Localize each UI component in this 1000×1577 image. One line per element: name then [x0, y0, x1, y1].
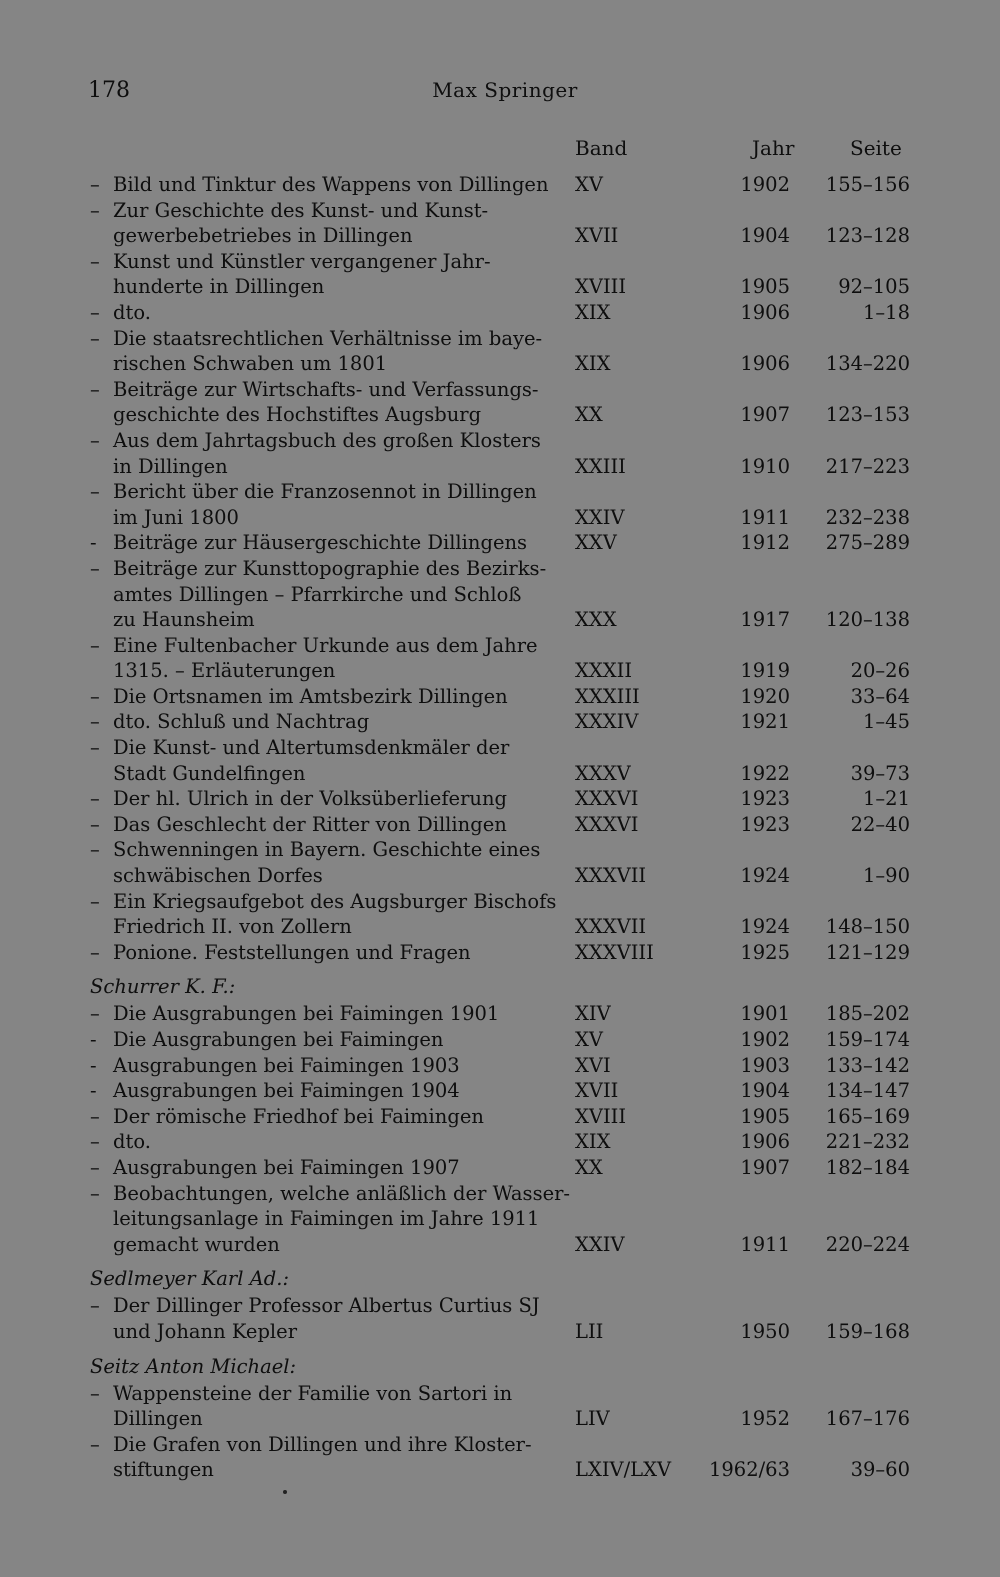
print-speck	[283, 1490, 287, 1494]
list-item	[0, 326, 1000, 352]
entry-pages: 217–223	[825, 454, 910, 478]
entry-title: Stadt Gundelfingen	[113, 761, 306, 785]
dash-marker: –	[90, 480, 100, 504]
dash-marker: –	[90, 1432, 100, 1456]
page-number: 178	[88, 78, 130, 103]
entry-year: 1906	[740, 352, 790, 376]
entry-band: XXIV	[575, 1232, 625, 1256]
entry-title: Ausgrabungen bei Faimingen 1907	[113, 1155, 460, 1179]
entry-title: Aus dem Jahrtagsbuch des großen Klosters	[113, 428, 541, 452]
entry-pages: 1–45	[863, 710, 910, 734]
entry-band: XXXVI	[575, 812, 639, 836]
list-item	[0, 1319, 1000, 1345]
entry-title: Wappensteine der Familie von Sartori in	[113, 1381, 513, 1405]
list-item	[0, 377, 1000, 403]
entry-title: Friedrich II. von Zollern	[113, 915, 352, 939]
entry-year: 1924	[740, 864, 790, 888]
list-item	[0, 658, 1000, 684]
dash-marker: –	[90, 300, 100, 324]
entry-year: 1923	[740, 787, 790, 811]
dash-marker: –	[90, 787, 100, 811]
entry-title: Die Ortsnamen im Amtsbezirk Dillingen	[113, 684, 508, 708]
dash-marker: –	[90, 249, 100, 273]
dash-marker: –	[90, 812, 100, 836]
list-item	[0, 761, 1000, 787]
list-item	[0, 837, 1000, 863]
list-item	[0, 505, 1000, 531]
entry-band: XVII	[575, 1079, 619, 1103]
entry-year: 1901	[740, 1002, 790, 1026]
entry-pages: 134–220	[825, 352, 910, 376]
entry-year: 1925	[740, 940, 790, 964]
entry-band: XXIII	[575, 454, 626, 478]
entry-pages: 1–21	[863, 787, 910, 811]
entry-band: LII	[575, 1319, 604, 1343]
entry-year: 1923	[740, 812, 790, 836]
dash-marker: -	[90, 1053, 97, 1077]
entry-title: Die staatsrechtlichen Verhältnisse im baye-	[113, 326, 543, 350]
entry-pages: 220–224	[825, 1232, 910, 1256]
entry-year: 1962/63	[708, 1458, 790, 1482]
entry-pages: 121–129	[825, 940, 910, 964]
list-item	[0, 223, 1000, 249]
entry-pages: 185–202	[825, 1002, 910, 1026]
entry-pages: 134–147	[825, 1079, 910, 1103]
entry-pages: 20–26	[850, 659, 910, 683]
entry-title: zu Haunsheim	[113, 608, 255, 632]
entry-pages: 92–105	[838, 275, 910, 299]
entry-band: XX	[575, 1155, 603, 1179]
list-item	[0, 940, 1000, 966]
dash-marker: –	[90, 377, 100, 401]
entry-band: LXIV/LXV	[575, 1458, 672, 1482]
entry-year: 1950	[740, 1319, 790, 1343]
entry-pages: 123–128	[825, 224, 910, 248]
list-item	[0, 530, 1000, 556]
list-item	[0, 633, 1000, 659]
list-item	[0, 1053, 1000, 1079]
entry-year: 1902	[740, 1028, 790, 1051]
list-item	[0, 889, 1000, 915]
entry-year: 1907	[740, 403, 790, 427]
entry-band: XXIV	[575, 505, 625, 529]
entry-band: XXXVII	[575, 915, 647, 939]
entry-band: XVI	[575, 1053, 611, 1077]
entry-band: XV	[575, 1028, 603, 1051]
dash-marker: –	[90, 684, 100, 708]
list-item	[0, 1001, 1000, 1027]
dash-marker: –	[90, 1002, 100, 1026]
entry-band: XV	[575, 173, 603, 196]
entry-title: Eine Fultenbacher Urkunde aus dem Jahre	[113, 633, 538, 657]
dash-marker: –	[90, 889, 100, 913]
entry-pages: 167–176	[825, 1407, 910, 1431]
entry-pages: 155–156	[825, 173, 910, 196]
dash-marker: -	[90, 531, 97, 555]
entry-band: XXV	[575, 531, 617, 555]
dash-marker: –	[90, 1155, 100, 1179]
entry-title: Der Dillinger Professor Albertus Curtius SJ	[113, 1294, 540, 1318]
author-heading	[0, 973, 1000, 1001]
page-header	[0, 78, 1000, 108]
entry-pages: 221–232	[825, 1130, 910, 1154]
bibliography-list	[0, 172, 1000, 1483]
entry-title: Schwenningen in Bayern. Geschichte eines	[113, 838, 541, 862]
entry-band: XXXVIII	[575, 940, 654, 964]
running-title: Max Springer	[432, 78, 578, 102]
dash-marker: –	[90, 1104, 100, 1128]
entry-pages: 120–138	[825, 608, 910, 632]
dash-marker: –	[90, 428, 100, 452]
dash-marker: -	[90, 1028, 97, 1051]
entry-title: Der hl. Ulrich in der Volksüberlieferung	[113, 787, 508, 811]
entry-title: Das Geschlecht der Ritter von Dillingen	[113, 812, 507, 836]
list-item	[0, 1181, 1000, 1207]
entry-year: 1911	[740, 505, 790, 529]
dash-marker: –	[90, 1181, 100, 1205]
list-item	[0, 1104, 1000, 1130]
list-item	[0, 863, 1000, 889]
list-item	[0, 1293, 1000, 1319]
dash-marker: –	[90, 1381, 100, 1405]
author-heading	[0, 1353, 1000, 1381]
dash-marker: –	[90, 173, 100, 196]
list-item	[0, 1381, 1000, 1407]
entry-year: 1906	[740, 1130, 790, 1154]
entry-title: Zur Geschichte des Kunst- und Kunst-	[113, 198, 489, 222]
entry-title: Beobachtungen, welche anläßlich der Wasser-	[113, 1181, 571, 1205]
entry-band: XXXVI	[575, 787, 639, 811]
list-item	[0, 249, 1000, 275]
entry-year: 1904	[740, 1079, 790, 1103]
entry-pages: 165–169	[825, 1104, 910, 1128]
author-heading	[0, 1265, 1000, 1293]
entry-band: XIX	[575, 352, 611, 376]
entry-year: 1922	[740, 761, 790, 785]
entry-year: 1905	[740, 1104, 790, 1128]
entry-title: und Johann Kepler	[113, 1319, 298, 1343]
list-item	[0, 1432, 1000, 1458]
list-item	[0, 1232, 1000, 1258]
entry-title: dto.	[113, 1130, 151, 1154]
list-item	[0, 274, 1000, 300]
entry-title: leitungsanlage in Faimingen im Jahre 1911	[113, 1207, 540, 1231]
entry-band: XVIII	[575, 1104, 627, 1128]
entry-year: 1911	[740, 1232, 790, 1256]
entry-title: Beiträge zur Kunsttopographie des Bezirks-	[113, 556, 547, 580]
entry-band: XXX	[575, 608, 617, 632]
entry-pages: 182–184	[825, 1155, 910, 1179]
dash-marker: -	[90, 1079, 97, 1103]
entry-pages: 159–168	[825, 1319, 910, 1343]
entry-pages: 1–90	[863, 864, 910, 888]
entry-title: dto.	[113, 300, 151, 324]
list-item	[0, 684, 1000, 710]
entry-band: XVIII	[575, 275, 627, 299]
entry-pages: 232–238	[825, 505, 910, 529]
entry-title: Dillingen	[113, 1407, 203, 1431]
entry-title: hunderte in Dillingen	[113, 275, 325, 299]
entry-pages: 159–174	[825, 1028, 910, 1051]
entry-band: XXXIV	[575, 710, 639, 734]
author-name: Schurrer K. F.:	[90, 975, 236, 999]
dash-marker: –	[90, 1130, 100, 1154]
list-item	[0, 786, 1000, 812]
entry-title: amtes Dillingen – Pfarrkirche und Schloß	[113, 582, 522, 606]
entry-year: 1907	[740, 1155, 790, 1179]
list-item	[0, 1206, 1000, 1232]
entry-title: Ein Kriegsaufgebot des Augsburger Bischofs	[113, 889, 557, 913]
list-item	[0, 1457, 1000, 1483]
entry-band: XXXVII	[575, 864, 647, 888]
list-item	[0, 198, 1000, 224]
entry-year: 1904	[740, 224, 790, 248]
entry-pages: 148–150	[825, 915, 910, 939]
list-item	[0, 428, 1000, 454]
list-item	[0, 914, 1000, 940]
entry-title: in Dillingen	[113, 454, 228, 478]
list-item	[0, 607, 1000, 633]
list-item	[0, 1078, 1000, 1104]
entry-band: XXXII	[575, 659, 633, 683]
entry-year: 1903	[740, 1053, 790, 1077]
list-item	[0, 454, 1000, 480]
entry-band: XXXV	[575, 761, 631, 785]
entry-band: LIV	[575, 1407, 610, 1431]
entry-band: XX	[575, 403, 603, 427]
list-item	[0, 1129, 1000, 1155]
list-item	[0, 351, 1000, 377]
entry-band: XIX	[575, 300, 611, 324]
entry-year: 1917	[740, 608, 790, 632]
entry-year: 1952	[740, 1407, 790, 1431]
dash-marker: –	[90, 1294, 100, 1318]
list-item	[0, 582, 1000, 608]
entry-title: Ausgrabungen bei Faimingen 1903	[113, 1053, 460, 1077]
entry-title: Ausgrabungen bei Faimingen 1904	[113, 1079, 460, 1103]
entry-year: 1924	[740, 915, 790, 939]
entry-title: rischen Schwaben um 1801	[113, 352, 388, 376]
entry-year: 1905	[740, 275, 790, 299]
entry-title: Der römische Friedhof bei Faimingen	[113, 1104, 484, 1128]
entry-year: 1912	[740, 531, 790, 555]
list-item	[0, 1406, 1000, 1432]
author-name: Seitz Anton Michael:	[90, 1354, 297, 1378]
entry-pages: 22–40	[850, 812, 910, 836]
entry-pages: 133–142	[825, 1053, 910, 1077]
list-item	[0, 479, 1000, 505]
entry-title: stiftungen	[113, 1458, 214, 1482]
entry-title: gemacht wurden	[113, 1232, 280, 1256]
entry-title: Bericht über die Franzosennot in Dillingen	[113, 480, 537, 504]
list-item	[0, 735, 1000, 761]
entry-title: Die Kunst- und Altertumsdenkmäler der	[113, 736, 510, 760]
entry-year: 1920	[740, 684, 790, 708]
dash-marker: –	[90, 710, 100, 734]
entry-title: geschichte des Hochstiftes Augsburg	[113, 403, 482, 427]
list-item	[0, 300, 1000, 326]
entry-pages: 123–153	[825, 403, 910, 427]
entry-year: 1921	[740, 710, 790, 734]
dash-marker: –	[90, 736, 100, 760]
list-item	[0, 812, 1000, 838]
entry-title: Bild und Tinktur des Wappens von Dillingen	[113, 173, 549, 196]
dash-marker: –	[90, 633, 100, 657]
entry-pages: 39–60	[850, 1458, 910, 1482]
list-item	[0, 402, 1000, 428]
entry-band: XXXIII	[575, 684, 640, 708]
entry-band: XIX	[575, 1130, 611, 1154]
entry-title: gewerbebetriebes in Dillingen	[113, 224, 413, 248]
entry-year: 1906	[740, 300, 790, 324]
entry-title: im Juni 1800	[113, 505, 239, 529]
dash-marker: –	[90, 556, 100, 580]
entry-title: Die Ausgrabungen bei Faimingen 1901	[113, 1002, 500, 1026]
entry-pages: 33–64	[850, 684, 910, 708]
column-header-band: Band	[575, 136, 628, 160]
entry-pages: 275–289	[825, 531, 910, 555]
dash-marker: –	[90, 198, 100, 222]
list-item	[0, 1027, 1000, 1053]
entry-title: schwäbischen Dorfes	[113, 864, 323, 888]
entry-title: Beiträge zur Häusergeschichte Dillingens	[113, 531, 528, 555]
list-item	[0, 172, 1000, 198]
list-item	[0, 556, 1000, 582]
entry-title: Beiträge zur Wirtschafts- und Verfassungs-	[113, 377, 539, 401]
entry-title: Ponione. Feststellungen und Fragen	[113, 940, 471, 964]
entry-pages: 39–73	[850, 761, 910, 785]
entry-year: 1919	[740, 659, 790, 683]
column-header-seite: Seite	[850, 136, 902, 160]
list-item	[0, 1155, 1000, 1181]
dash-marker: –	[90, 326, 100, 350]
entry-pages: 1–18	[863, 300, 910, 324]
entry-title: Kunst und Künstler vergangener Jahr-	[113, 249, 491, 273]
author-name: Sedlmeyer Karl Ad.:	[90, 1267, 290, 1291]
entry-band: XVII	[575, 224, 619, 248]
dash-marker: –	[90, 940, 100, 964]
entry-title: dto. Schluß und Nachtrag	[113, 710, 370, 734]
column-header-jahr: Jahr	[752, 136, 795, 160]
entry-year: 1902	[740, 173, 790, 196]
entry-title: 1315. – Erläuterungen	[113, 659, 336, 683]
entry-band: XIV	[575, 1002, 611, 1026]
entry-year: 1910	[740, 454, 790, 478]
dash-marker: –	[90, 838, 100, 862]
entry-title: Die Grafen von Dillingen und ihre Kloster-	[113, 1432, 532, 1456]
list-item	[0, 709, 1000, 735]
entry-title: Die Ausgrabungen bei Faimingen	[113, 1028, 444, 1051]
